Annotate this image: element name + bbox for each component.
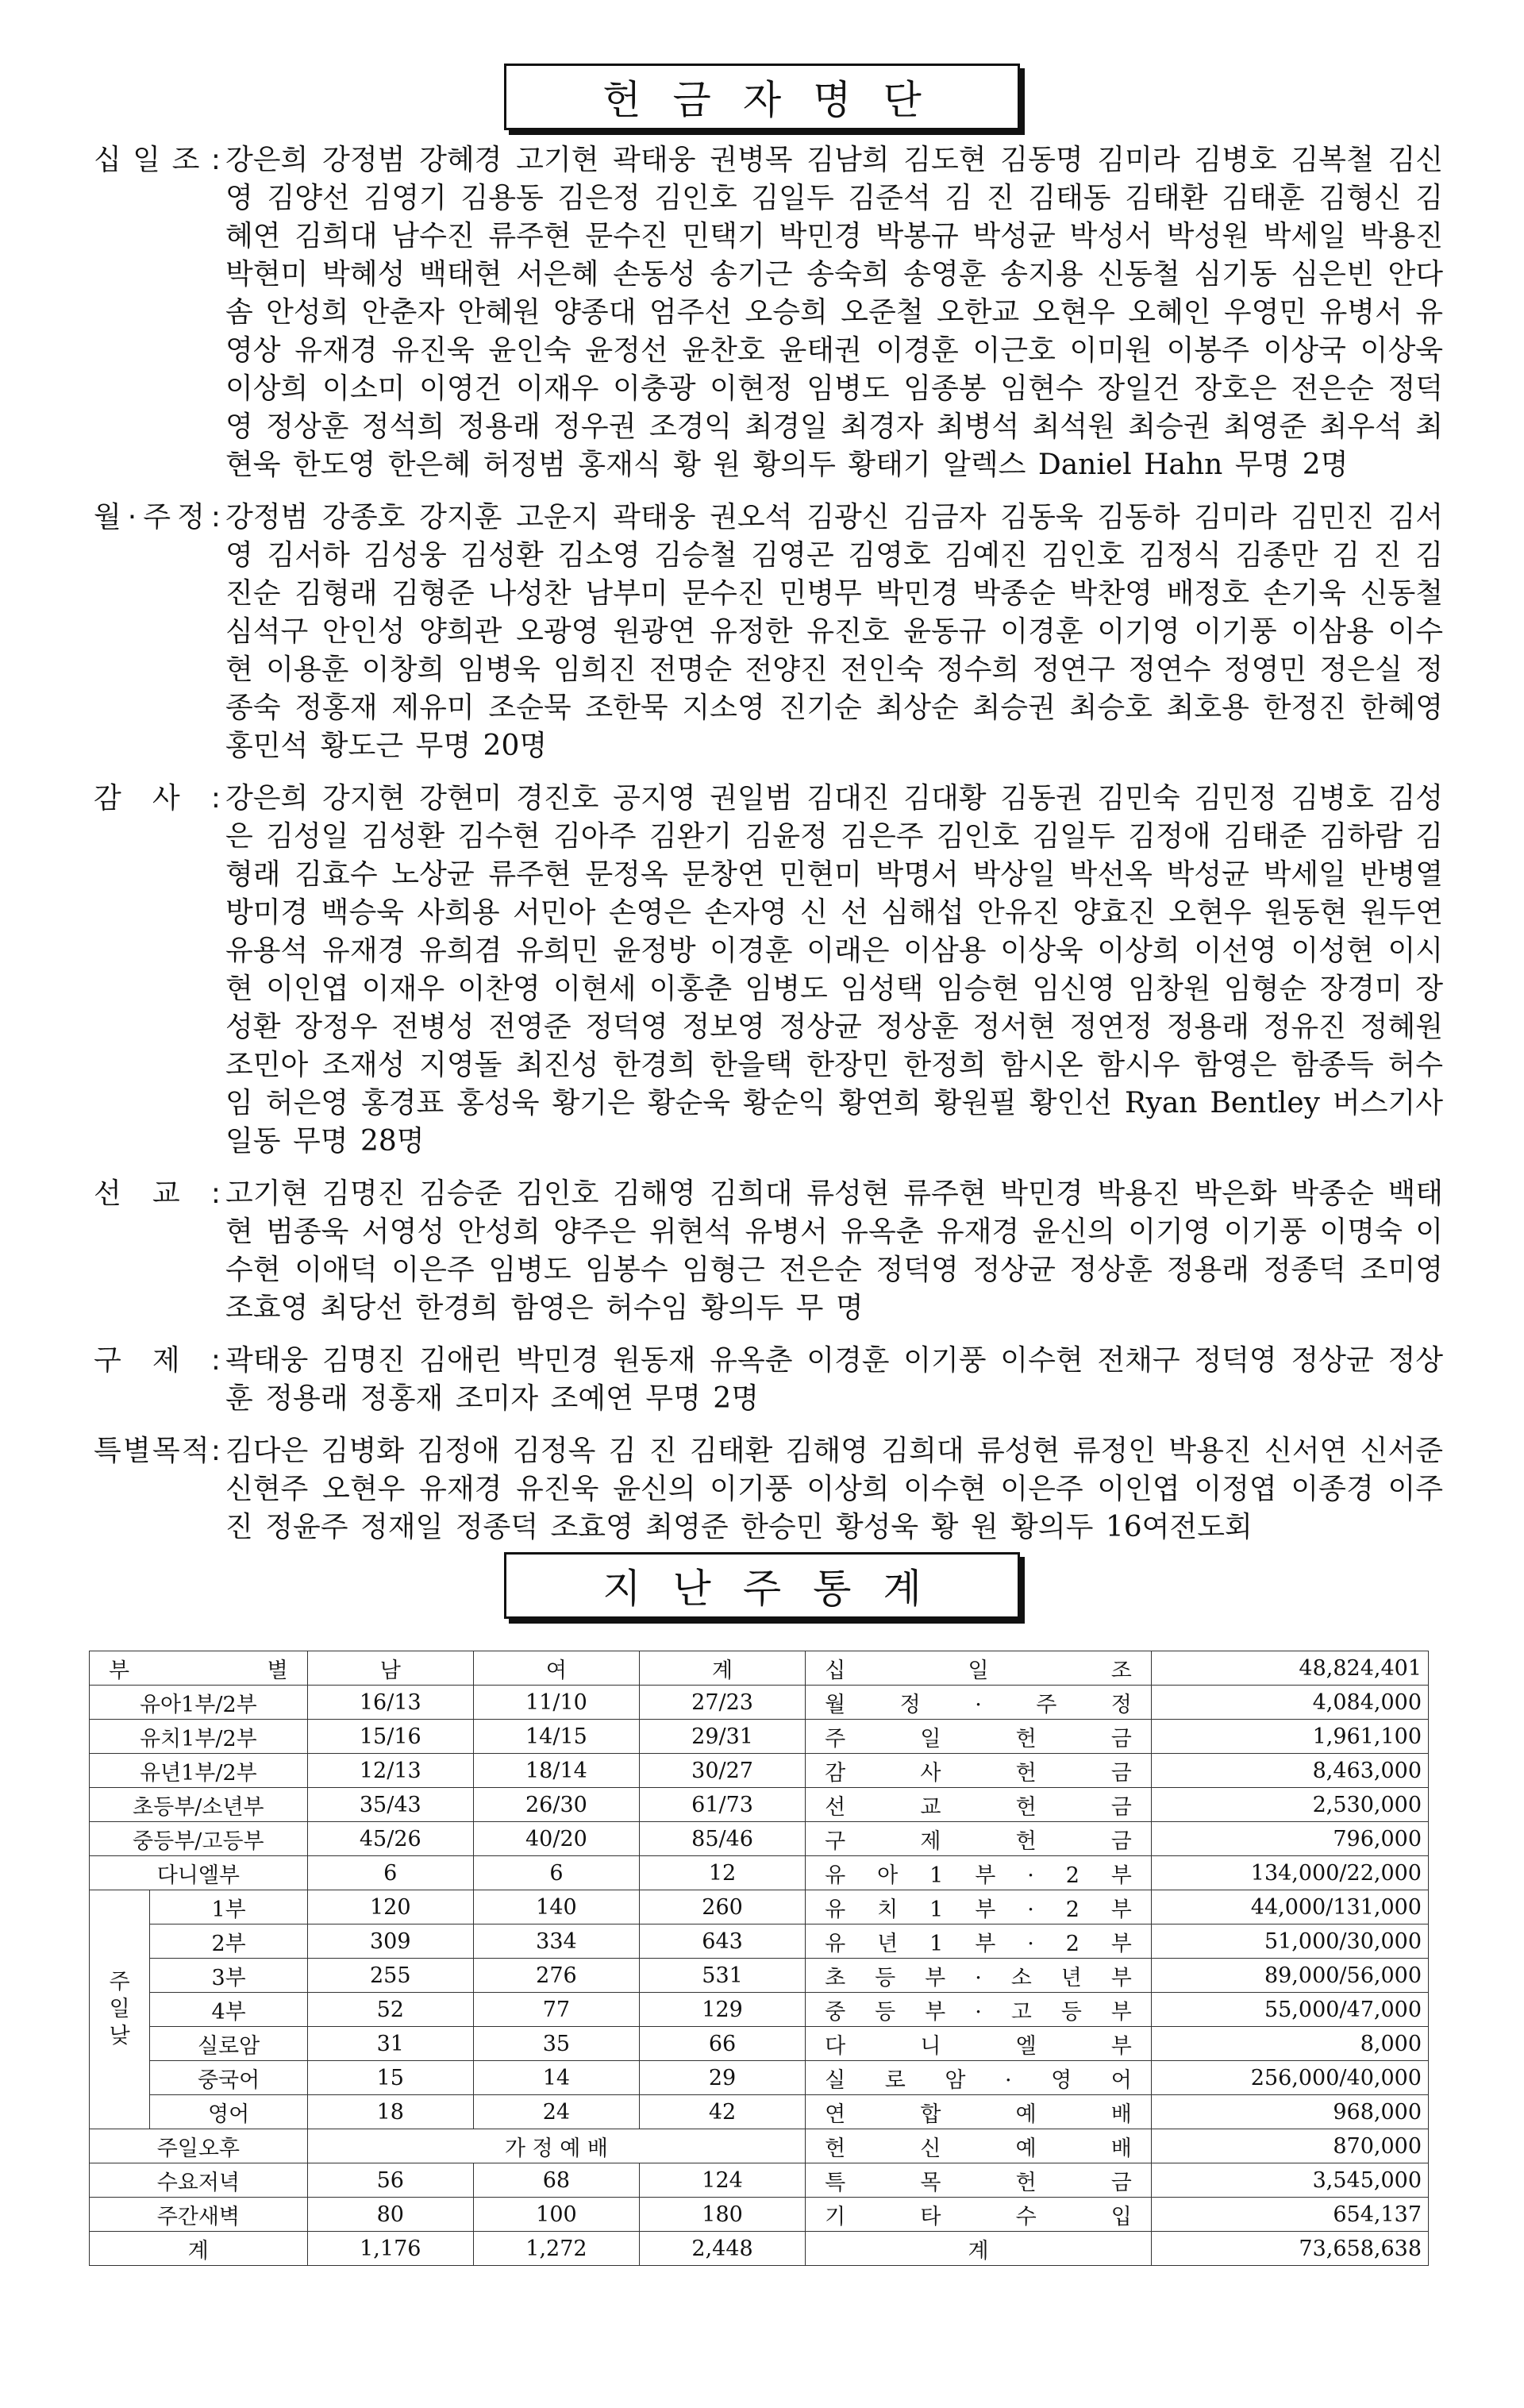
count-cell: 56 (307, 2163, 473, 2198)
service-label: 3부 (150, 1959, 307, 1993)
count-cell: 120 (307, 1890, 473, 1924)
offering-amount: 89,000/56,000 (1151, 1959, 1428, 1993)
count-cell: 309 (307, 1924, 473, 1959)
count-cell: 180 (639, 2198, 805, 2232)
offering-amount: 870,000 (1151, 2129, 1428, 2163)
count-cell: 80 (307, 2198, 473, 2232)
dept-label: 중등부/고등부 (90, 1822, 308, 1856)
offering-label: 다 니 엘 부 (806, 2027, 1152, 2061)
donor-names: 고기현 김명진 김승준 김인호 김해영 김희대 류성현 류주현 박민경 박용진 박은화 박종순 백태현 범종욱 서영성 안성희 양주은 위현석 유병서 유옥춘 유재경 윤신의 이기영 이기풍 이명숙 이수현 이애덕 이은주 임병도 임봉수 임형근 전은순 정덕영 정상균 정상훈 정용래 정종덕 조미영 조효영 최당선 한경희 함영은 허수임 황의두 무 명 (225, 1177, 1443, 1324)
header-cell: 여 (473, 1651, 639, 1686)
offering-amount: 48,824,401 (1151, 1651, 1428, 1686)
count-cell: 52 (307, 1993, 473, 2027)
table-row (90, 2095, 1429, 2129)
count-cell: 1,176 (307, 2232, 473, 2266)
dept-label: 유년1부/2부 (90, 1754, 308, 1788)
table-row (90, 1754, 1429, 1788)
offering-label: 계 (806, 2232, 1152, 2266)
dept-label: 계 (90, 2232, 308, 2266)
service-label: 영어 (150, 2095, 307, 2129)
donor-names: 강은희 강지현 강현미 경진호 공지영 권일범 김대진 김대황 김동권 김민숙 김민정 김병호 김성은 김성일 김성환 김수현 김아주 김완기 김윤정 김은주 김인호 김일두 김정애 김태준 김하람 김형래 김효수 노상균 류주현 문정옥 문창연 민현미 박명서 박상일 박선옥 박성균 박세일 반병열 방미경 백승욱 사희용 서민아 손영은 손자영 신 선 심해섭 안유진 양효진 오현우 원동현 원두연 유용석 유재경 유희겸 유희민 윤정방 이경훈 이래은 이삼용 이상욱 이상희 이선영 이성현 이시현 이인엽 이재우 이찬영 이현세 이홍춘 임병도 임성택 임승현 임신영 임창원 임형순 장경미 장성환 장정우 전병성 전영준 정덕영 정보영 정상균 정상훈 정서현 정연정 정용래 정유진 정혜원 조민아 조재성 지영돌 최진성 한경희 한을택 한장민 한정희 함시온 함시우 함영은 함종득 허수임 허은영 홍경표 홍성욱 황기은 황순욱 황순익 황연희 황원필 황인선 Ryan Bentley 버스기사일동 무명 28명 (225, 782, 1443, 1158)
donor-names: 김다은 김병화 김정애 김정옥 김 진 김태환 김해영 김희대 류성현 류정인 박용진 신서연 신서준 신현주 오현우 유재경 유진욱 윤신의 이기풍 이상희 이수현 이은주 이인엽 이정엽 이종경 이주진 정윤주 정재일 정종덕 조효영 최영준 한승민 황성욱 황 원 황의두 16여전도회 (225, 1435, 1443, 1543)
count-cell: 68 (473, 2163, 639, 2198)
donor-group (94, 780, 1443, 1161)
table-row (90, 1856, 1429, 1890)
count-cell: 29/31 (639, 1720, 805, 1754)
offering-label: 기 타 수 입 (806, 2198, 1152, 2232)
count-cell: 100 (473, 2198, 639, 2232)
count-cell: 1,272 (473, 2232, 639, 2266)
dept-label: 다니엘부 (90, 1856, 308, 1890)
offering-amount: 134,000/22,000 (1151, 1856, 1428, 1890)
count-cell: 2,448 (639, 2232, 805, 2266)
count-cell: 27/23 (639, 1686, 805, 1720)
count-cell: 18 (307, 2095, 473, 2129)
offering-amount: 2,530,000 (1151, 1788, 1428, 1822)
count-cell: 15 (307, 2061, 473, 2095)
offering-amount: 8,463,000 (1151, 1754, 1428, 1788)
offering-amount: 796,000 (1151, 1822, 1428, 1856)
donor-group (94, 1432, 1443, 1547)
table-row (90, 1720, 1429, 1754)
donor-group-label: 감 사 : (94, 782, 221, 815)
afternoon-note: 가 정 예 배 (307, 2129, 805, 2163)
service-label: 실로암 (150, 2027, 307, 2061)
count-cell: 12 (639, 1856, 805, 1890)
count-cell: 334 (473, 1924, 639, 1959)
table-row (90, 1651, 1429, 1686)
header-cell: 계 (639, 1651, 805, 1686)
table-row (90, 2027, 1429, 2061)
offering-amount: 4,084,000 (1151, 1686, 1428, 1720)
offering-amount: 73,658,638 (1151, 2232, 1428, 2266)
count-cell: 85/46 (639, 1822, 805, 1856)
offering-label: 중 등 부 · 고 등 부 (806, 1993, 1152, 2027)
dept-label: 주일오후 (90, 2129, 308, 2163)
table-row (90, 2129, 1429, 2163)
count-cell: 140 (473, 1890, 639, 1924)
table-row (90, 2061, 1429, 2095)
dept-label: 수요저녁 (90, 2163, 308, 2198)
donor-group-label: 특 별 목 적 : (94, 1435, 221, 1467)
donor-group-label: 구 제 : (94, 1344, 221, 1377)
offering-label: 헌 신 예 배 (806, 2129, 1152, 2163)
offering-label: 초 등 부 · 소 년 부 (806, 1959, 1152, 1993)
count-cell: 11/10 (473, 1686, 639, 1720)
offering-label: 감 사 헌 금 (806, 1754, 1152, 1788)
count-cell: 12/13 (307, 1754, 473, 1788)
count-cell: 14 (473, 2061, 639, 2095)
count-cell: 14/15 (473, 1720, 639, 1754)
offering-amount: 44,000/131,000 (1151, 1890, 1428, 1924)
count-cell: 35 (473, 2027, 639, 2061)
count-cell: 643 (639, 1924, 805, 1959)
service-label: 2부 (150, 1924, 307, 1959)
count-cell: 129 (639, 1993, 805, 2027)
service-label: 중국어 (150, 2061, 307, 2095)
table-row (90, 2163, 1429, 2198)
donor-list-title: 헌금자명단 (504, 64, 1020, 130)
count-cell: 255 (307, 1959, 473, 1993)
donor-names: 강정범 강종호 강지훈 고운지 곽태웅 권오석 김광신 김금자 김동욱 김동하 김미라 김민진 김서영 김서하 김성웅 김성환 김소영 김승철 김영곤 김영호 김예진 김인호 김정식 김종만 김 진 김진순 김형래 김형준 나성찬 남부미 문수진 민병무 박민경 박종순 박찬영 배정호 손기욱 신동철 심석구 안인성 양희관 오광영 원광연 유정한 유진호 윤동규 이경훈 이기영 이기풍 이삼용 이수현 이용훈 이창희 임병욱 임희진 전명순 전양진 전인숙 정수희 정연구 정연수 정영민 정은실 정종숙 정홍재 제유미 조순묵 조한묵 지소영 진기순 최상순 최승권 최승호 최호용 한정진 한혜영 홍민석 황도근 무명 20명 (225, 501, 1443, 762)
stats-title: 지난주통계 (504, 1552, 1020, 1619)
service-label: 1부 (150, 1890, 307, 1924)
table-row (90, 2232, 1429, 2266)
donor-group-label: 선 교 : (94, 1177, 221, 1210)
header-cell: 남 (307, 1651, 473, 1686)
count-cell: 6 (473, 1856, 639, 1890)
count-cell: 24 (473, 2095, 639, 2129)
count-cell: 31 (307, 2027, 473, 2061)
table-row (90, 1822, 1429, 1856)
dept-label: 유치1부/2부 (90, 1720, 308, 1754)
sunday-morning-label: 주 일 낮 (90, 1890, 150, 2129)
weekly-stats-table (89, 1651, 1429, 2266)
table-row (90, 1686, 1429, 1720)
offering-label: 연 합 예 배 (806, 2095, 1152, 2129)
count-cell: 77 (473, 1993, 639, 2027)
offering-label: 구 제 헌 금 (806, 1822, 1152, 1856)
offering-amount: 8,000 (1151, 2027, 1428, 2061)
offering-amount: 51,000/30,000 (1151, 1924, 1428, 1959)
dept-label: 초등부/소년부 (90, 1788, 308, 1822)
count-cell: 66 (639, 2027, 805, 2061)
count-cell: 26/30 (473, 1788, 639, 1822)
count-cell: 29 (639, 2061, 805, 2095)
offering-amount: 55,000/47,000 (1151, 1993, 1428, 2027)
donor-group (94, 499, 1443, 765)
donor-group (94, 1342, 1443, 1418)
offering-label: 특 목 헌 금 (806, 2163, 1152, 2198)
count-cell: 45/26 (307, 1822, 473, 1856)
offering-label: 유 년 1 부 · 2 부 (806, 1924, 1152, 1959)
table-row (90, 1890, 1429, 1924)
count-cell: 30/27 (639, 1754, 805, 1788)
count-cell: 61/73 (639, 1788, 805, 1822)
offering-label: 유 아 1 부 · 2 부 (806, 1856, 1152, 1890)
count-cell: 35/43 (307, 1788, 473, 1822)
donor-names: 강은희 강정범 강혜경 고기현 곽태웅 권병목 김남희 김도현 김동명 김미라 김병호 김복철 김신영 김양선 김영기 김용동 김은정 김인호 김일두 김준석 김 진 김태동 김태환 김태훈 김형신 김혜연 김희대 남수진 류주현 문수진 민택기 박민경 박봉규 박성균 박성서 박성원 박세일 박용진 박현미 박혜성 백태현 서은혜 손동성 송기근 송숙희 송영훈 송지용 신동철 심기동 심은빈 안다솜 안성희 안춘자 안혜원 양종대 엄주선 오승희 오준철 오한교 오현우 오혜인 우영민 유병서 유영상 유재경 유진욱 윤인숙 윤정선 윤찬호 윤태권 이경훈 이근호 이미원 이봉주 이상국 이상욱 이상희 이소미 이영건 이재우 이충광 이현정 임병도 임종봉 임현수 장일건 장호은 전은순 정덕영 정상훈 정석희 정용래 정우권 조경익 최경일 최경자 최병석 최석원 최승권 최영준 최우석 최현욱 한도영 한은혜 허정범 홍재식 황 원 황의두 황태기 알렉스 Daniel Hahn 무명 2명 (225, 144, 1443, 481)
count-cell: 6 (307, 1856, 473, 1890)
table-row (90, 1788, 1429, 1822)
offering-label: 실 로 암 · 영 어 (806, 2061, 1152, 2095)
offering-amount: 654,137 (1151, 2198, 1428, 2232)
offering-label: 유 치 1 부 · 2 부 (806, 1890, 1152, 1924)
table-row (90, 2198, 1429, 2232)
table-row (90, 1959, 1429, 1993)
offering-label: 선 교 헌 금 (806, 1788, 1152, 1822)
count-cell: 15/16 (307, 1720, 473, 1754)
donor-names: 곽태웅 김명진 김애린 박민경 원동재 유옥춘 이경훈 이기풍 이수현 전채구 정덕영 정상균 정상훈 정용래 정홍재 조미자 조예연 무명 2명 (225, 1344, 1443, 1415)
count-cell: 40/20 (473, 1822, 639, 1856)
offering-amount: 1,961,100 (1151, 1720, 1428, 1754)
offering-amount: 256,000/40,000 (1151, 2061, 1428, 2095)
count-cell: 260 (639, 1890, 805, 1924)
donor-group-label: 십 일 조 : (94, 144, 221, 176)
count-cell: 276 (473, 1959, 639, 1993)
count-cell: 42 (639, 2095, 805, 2129)
table-row (90, 1993, 1429, 2027)
offering-label: 십 일 조 (806, 1651, 1152, 1686)
dept-label: 주간새벽 (90, 2198, 308, 2232)
offering-amount: 968,000 (1151, 2095, 1428, 2129)
donor-group (94, 141, 1443, 484)
donor-group (94, 1175, 1443, 1327)
count-cell: 531 (639, 1959, 805, 1993)
count-cell: 124 (639, 2163, 805, 2198)
donor-group-label: 월 · 주 정 : (94, 501, 221, 534)
service-label: 4부 (150, 1993, 307, 2027)
offering-label: 월 정 · 주 정 (806, 1686, 1152, 1720)
offering-amount: 3,545,000 (1151, 2163, 1428, 2198)
count-cell: 18/14 (473, 1754, 639, 1788)
count-cell: 16/13 (307, 1686, 473, 1720)
donor-list (94, 141, 1443, 1561)
header-cell: 부 별 (90, 1651, 308, 1686)
dept-label: 유아1부/2부 (90, 1686, 308, 1720)
table-row (90, 1924, 1429, 1959)
offering-label: 주 일 헌 금 (806, 1720, 1152, 1754)
